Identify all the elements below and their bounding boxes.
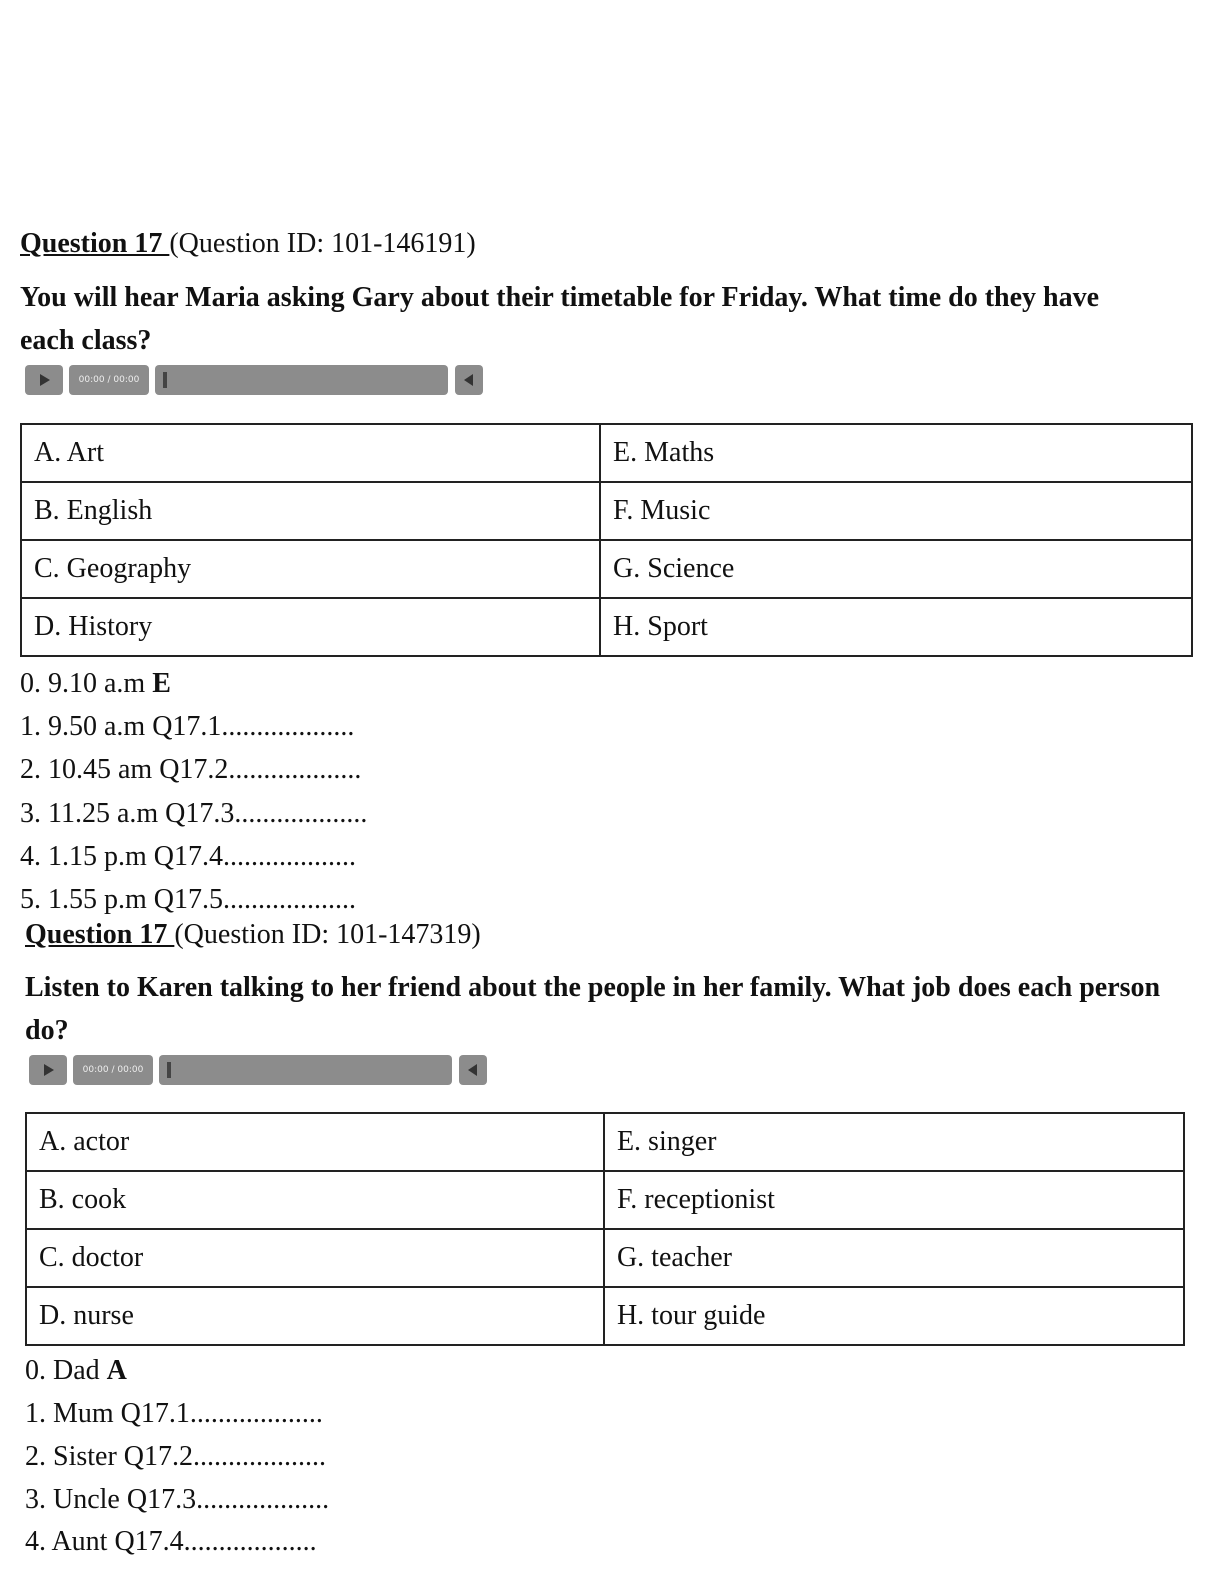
- answer-line: 4. Aunt Q17.4...................: [25, 1526, 317, 1557]
- seek-bar[interactable]: [159, 1055, 452, 1085]
- option-cell: C. doctor: [26, 1229, 604, 1287]
- audio-player: [25, 365, 485, 395]
- example-answer: E: [152, 668, 171, 699]
- option-cell: G. Science: [600, 540, 1192, 598]
- table-row: [21, 424, 1192, 482]
- answer-line: 1. Mum Q17.1...................: [25, 1398, 323, 1429]
- prompt-line: do?: [25, 1015, 69, 1046]
- example-answer: A: [106, 1355, 127, 1386]
- answer-line: 3. Uncle Q17.3...................: [25, 1484, 330, 1515]
- question-id: (Question ID: 101-147319): [174, 919, 481, 950]
- option-cell: H. Sport: [600, 598, 1192, 656]
- option-cell: G. teacher: [604, 1229, 1184, 1287]
- option-cell: A. actor: [26, 1113, 604, 1171]
- table-row: [26, 1287, 1184, 1345]
- audio-player: [29, 1055, 489, 1085]
- prompt-line: Listen to Karen talking to her friend about the people in her family. What job does each person: [25, 972, 1161, 1003]
- table-row: [21, 540, 1192, 598]
- question-prompt: [20, 276, 1099, 362]
- option-cell: E. Maths: [600, 424, 1192, 482]
- question-prompt: [25, 966, 1160, 1052]
- table-row: [26, 1229, 1184, 1287]
- question-title: [25, 919, 481, 951]
- answer-line: 3. 11.25 a.m Q17.3...................: [20, 798, 368, 829]
- options-table: [20, 423, 1193, 657]
- volume-icon[interactable]: [455, 365, 483, 395]
- seek-bar[interactable]: [155, 365, 448, 395]
- options-table: [25, 1112, 1185, 1346]
- option-cell: D. History: [21, 598, 600, 656]
- table-row: [26, 1171, 1184, 1229]
- option-cell: H. tour guide: [604, 1287, 1184, 1345]
- option-cell: E. singer: [604, 1113, 1184, 1171]
- volume-icon[interactable]: [459, 1055, 487, 1085]
- example-line: [20, 668, 171, 700]
- option-cell: F. Music: [600, 482, 1192, 540]
- option-cell: C. Geography: [21, 540, 600, 598]
- table-row: [26, 1113, 1184, 1171]
- prompt-line: each class?: [20, 325, 152, 356]
- seek-handle[interactable]: [167, 1062, 171, 1078]
- option-cell: D. nurse: [26, 1287, 604, 1345]
- question-title: [20, 228, 476, 260]
- table-row: [21, 482, 1192, 540]
- answer-line: 4. 1.15 p.m Q17.4...................: [20, 841, 356, 872]
- table-row: [21, 598, 1192, 656]
- answer-line: 5. 1.55 p.m Q17.5...................: [20, 884, 356, 915]
- option-cell: B. English: [21, 482, 600, 540]
- question-id: (Question ID: 101-146191): [169, 228, 476, 259]
- time-display: 00:00 / 00:00: [69, 365, 149, 395]
- question-number: Question 17: [20, 228, 170, 259]
- play-icon[interactable]: [25, 365, 63, 395]
- answer-line: 1. 9.50 a.m Q17.1...................: [20, 711, 355, 742]
- example-text: 0. 9.10 a.m: [20, 668, 153, 699]
- option-cell: B. cook: [26, 1171, 604, 1229]
- play-icon[interactable]: [29, 1055, 67, 1085]
- example-text: 0. Dad: [25, 1355, 107, 1386]
- time-display: 00:00 / 00:00: [73, 1055, 153, 1085]
- option-cell: A. Art: [21, 424, 600, 482]
- example-line: [25, 1355, 127, 1387]
- answer-line: 2. Sister Q17.2...................: [25, 1441, 326, 1472]
- seek-handle[interactable]: [163, 372, 167, 388]
- prompt-line: You will hear Maria asking Gary about their timetable for Friday. What time do they have: [20, 282, 1100, 313]
- answer-line: 2. 10.45 am Q17.2...................: [20, 754, 362, 785]
- question-number: Question 17: [25, 919, 175, 950]
- option-cell: F. receptionist: [604, 1171, 1184, 1229]
